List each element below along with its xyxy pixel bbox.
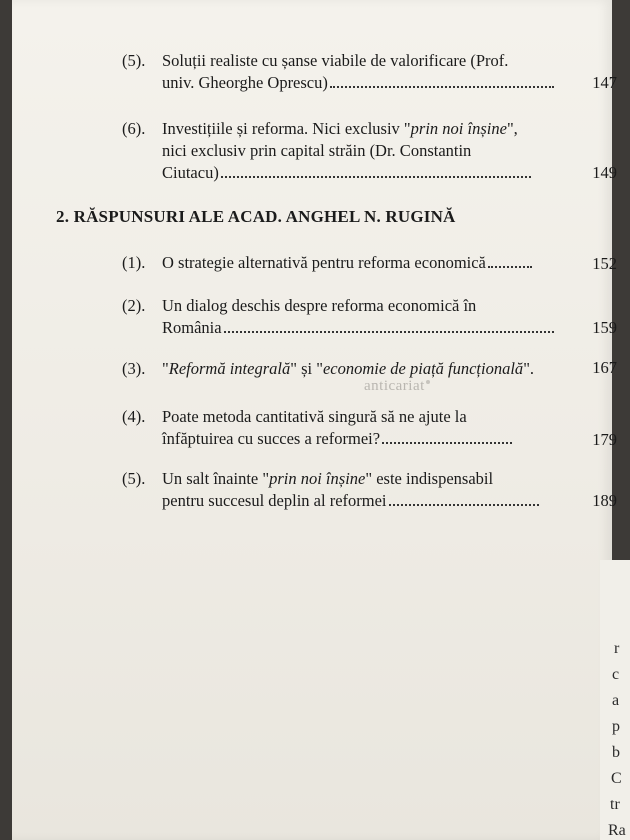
page-number: 189 [592,491,617,510]
bleed-through-text [162,540,602,820]
entry-title-italic: prin noi înșine [410,119,507,138]
entry-title-part: ". [523,359,535,378]
page-number: 167 [592,358,617,377]
book-page [12,0,617,840]
entry-number: (2). [122,296,146,315]
edge-char: C [611,770,622,787]
dot-leader [224,331,554,333]
section-heading: 2. RĂSPUNSURI ALE ACAD. ANGHEL N. RUGINĂ [56,207,456,226]
edge-char: a [612,692,620,709]
entry-number: (6). [122,119,146,138]
entry-title-line: înfăptuirea cu succes a reformei? [162,429,381,448]
entry-title-part: " și " [290,359,323,378]
entry-title-line: O strategie alternativă pentru reforma economică [162,253,486,272]
edge-char: Ra [608,822,626,839]
page-number: 147 [592,73,617,92]
entry-title-italic: Reformă integrală [168,359,291,378]
page-number: 149 [592,163,617,182]
entry-number: (5). [122,469,146,488]
entry-title-italic: prin noi înșine [269,469,366,488]
dot-leader [389,504,539,506]
entry-title-line: Un dialog deschis despre reforma economică în [162,296,477,315]
entry-number: (4). [122,407,146,426]
entry-number: (5). [122,51,146,70]
entry-title-part: ", [506,119,518,138]
edge-char: p [612,718,620,735]
entry-title-part: " [162,359,169,378]
entry-title-italic: economie de piață funcțională [322,359,524,378]
page-number: 159 [592,318,617,337]
entry-number: (1). [122,253,146,272]
dot-leader [488,266,532,268]
dot-leader [221,176,531,178]
entry-title-part: Un salt înainte " [162,469,270,488]
entry-title-line: Ciutacu) [162,163,219,182]
entry-title-part: Investițiile și reforma. Nici exclusiv " [162,119,411,138]
dot-leader [330,86,554,88]
edge-char: b [612,744,620,761]
adjacent-page-edge [600,560,630,840]
page-number: 179 [592,430,617,449]
entry-title-line: Poate metoda cantitativă singură să ne ajute la [162,407,467,426]
entry-title-line: nici exclusiv prin capital străin (Dr. Constantin [162,141,472,160]
edge-char: tr [610,796,620,813]
watermark: anticariat [364,378,425,394]
entry-number: (3). [122,359,146,378]
entry-title-line: pentru succesul deplin al reformei [162,491,387,510]
page-number: 152 [592,254,617,273]
entry-title-part: " este indispensabil [365,469,494,488]
entry-title-line: România [162,318,222,337]
entry-title-line: univ. Gheorghe Oprescu) [162,73,328,92]
edge-char: c [612,666,620,683]
watermark-dot [426,380,430,384]
entry-title-line: Soluții realiste cu șanse viabile de valorificare (Prof. [162,51,509,70]
dot-leader [382,442,512,444]
edge-char: r [614,640,620,657]
